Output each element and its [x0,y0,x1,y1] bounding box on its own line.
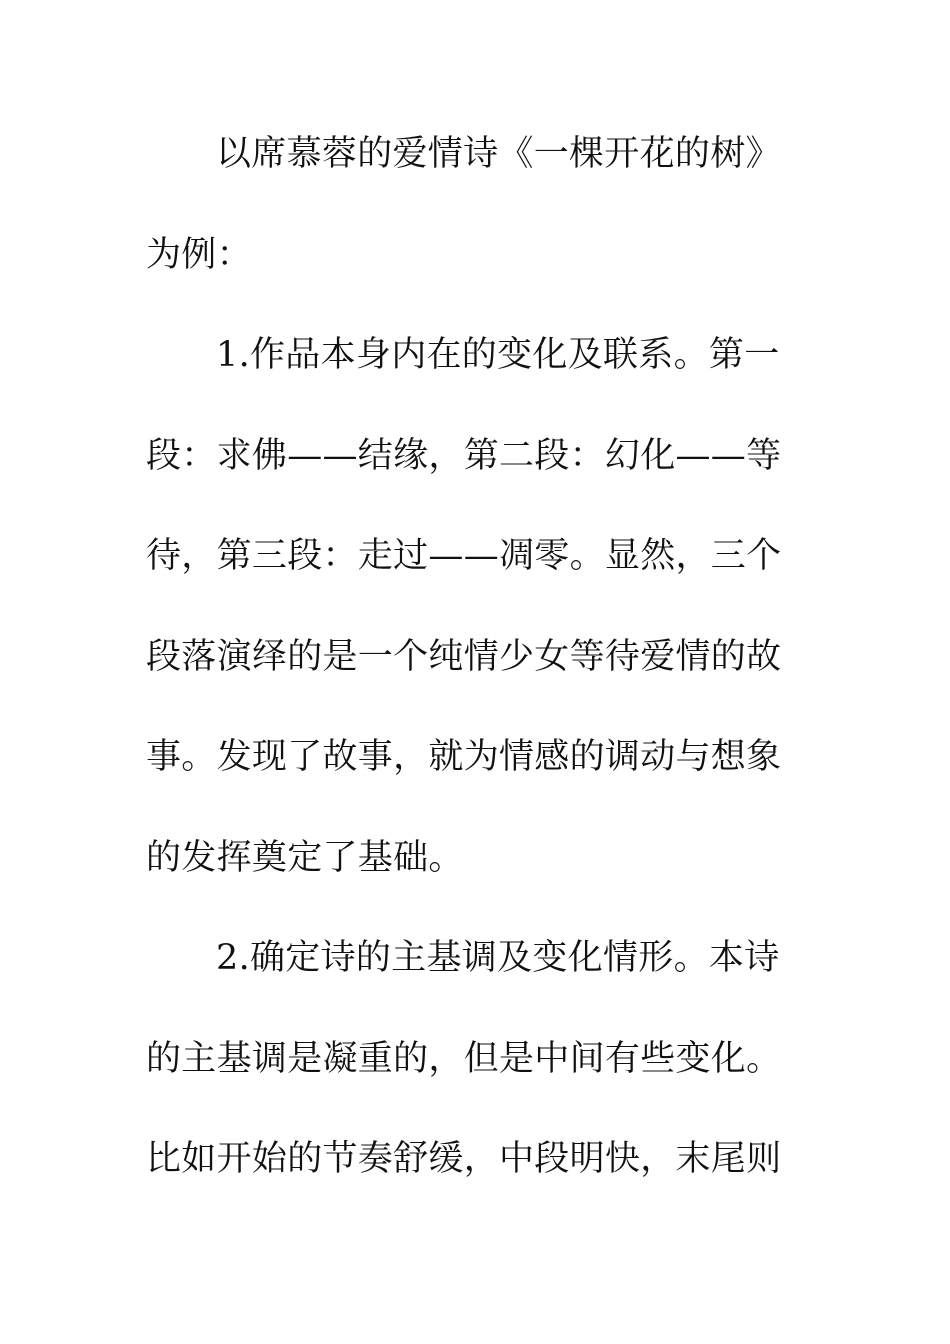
paragraph-2-line-6: 的发挥奠定了基础。 [146,837,464,878]
paragraph-2-line-5: 事。发现了故事，就为情感的调动与想象 [146,737,782,777]
paragraph-1-line-1: 以席慕蓉的爱情诗《一棵开花的树》 [216,134,781,174]
paragraph-1-line-2: 为例： [146,234,252,275]
paragraph-3-line-1: 2.确定诗的主基调及变化情形。本诗 [216,938,780,978]
paragraph-2-line-1: 1.作品本身内在的变化及联系。第一 [216,335,780,375]
paragraph-3-line-3: 比如开始的节奏舒缓，中段明快，末尾则 [146,1139,782,1179]
paragraph-2-line-2: 段：求佛——结缘，第二段：幻化——等 [146,435,782,476]
paragraph-2-line-4: 段落演绎的是一个纯情少女等待爱情的故 [146,636,782,677]
paragraph-2-line-3: 待，第三段：走过——凋零。显然，三个 [146,536,782,576]
body-text [146,120,786,1226]
paragraph-3-line-2: 的主基调是凝重的，但是中间有些变化。 [146,1038,782,1079]
